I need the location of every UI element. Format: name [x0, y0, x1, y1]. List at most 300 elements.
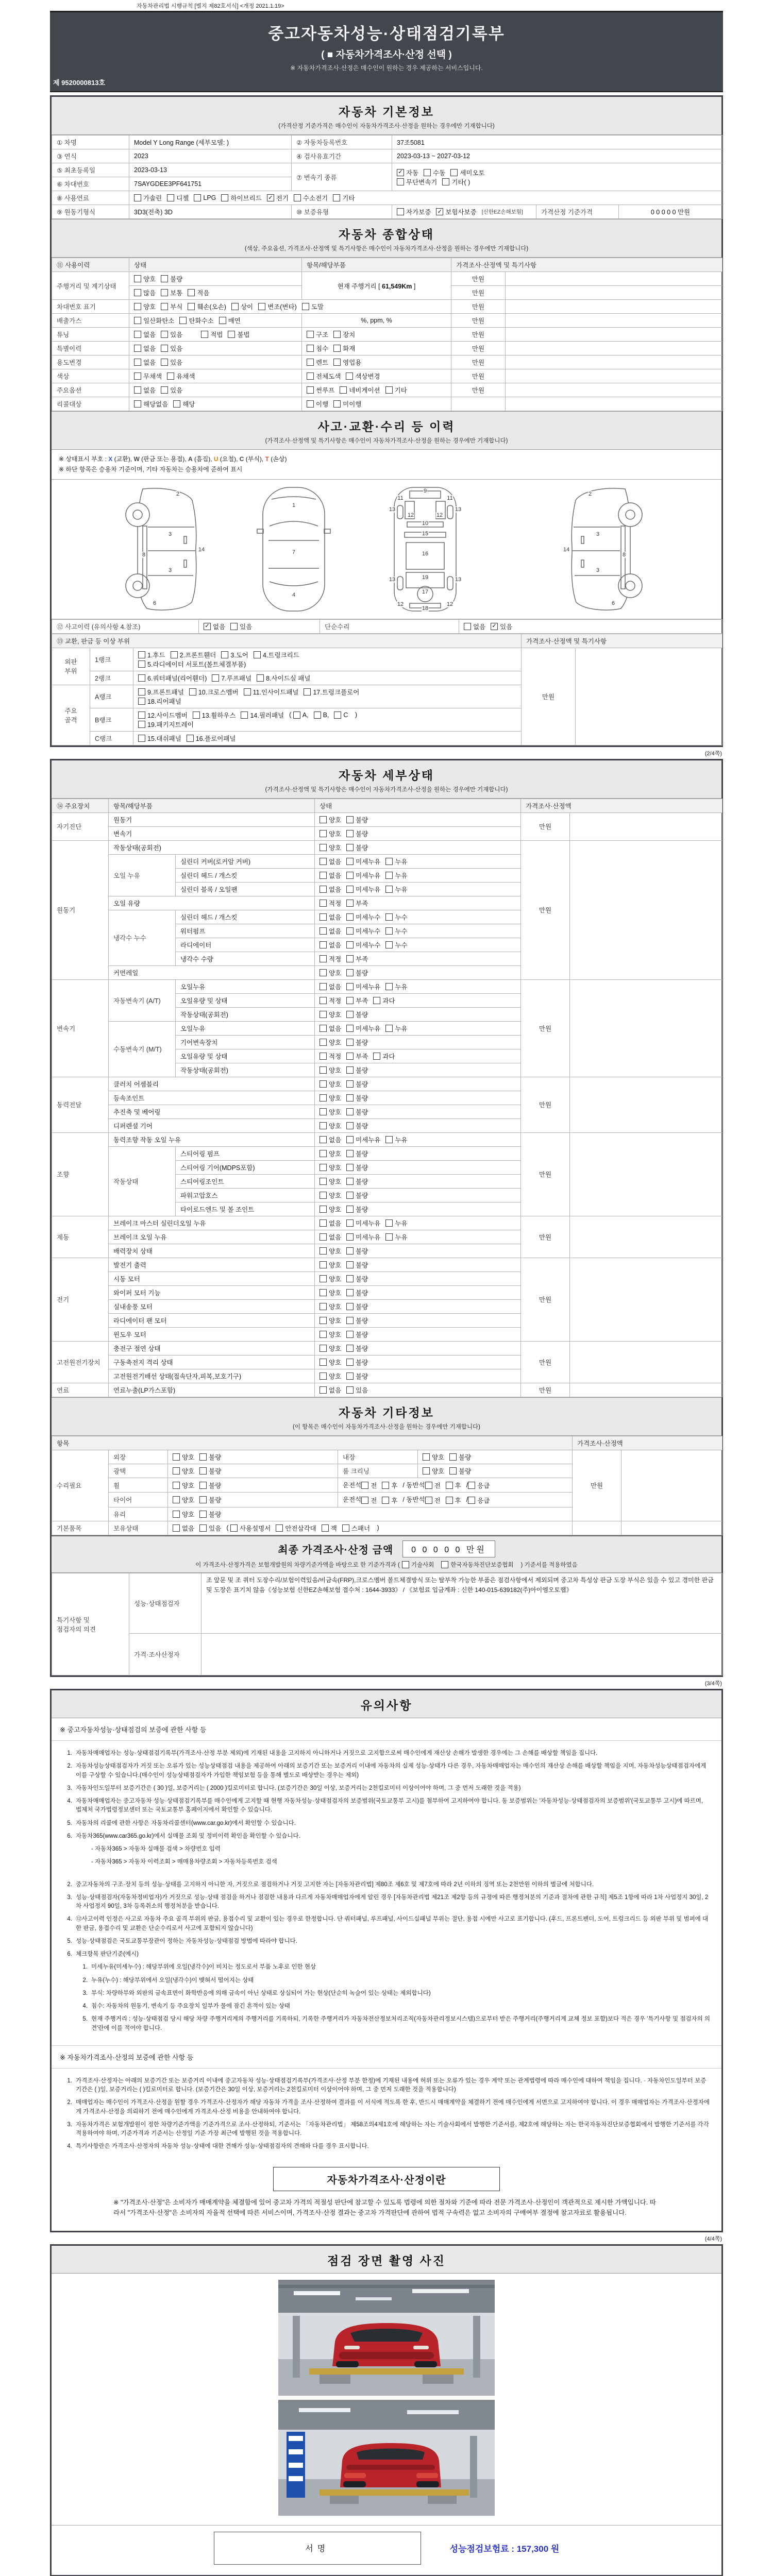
checkbox-unchecked[interactable]: [134, 330, 156, 339]
table-cell: 자동변속기 (A/T): [109, 979, 176, 1021]
checkbox-unchecked[interactable]: [346, 371, 380, 381]
checkbox-unchecked[interactable]: [346, 1010, 368, 1019]
checkbox-unchecked[interactable]: [294, 193, 328, 202]
checkbox-unchecked[interactable]: [340, 385, 380, 395]
checkbox-unchecked[interactable]: [320, 1274, 341, 1283]
checkbox-unchecked[interactable]: [333, 399, 361, 409]
notice-item: 4. 특기사항란은 가격조사·산정자의 자동차 성능·상태에 대한 견해가 성능·상태점검자의 견해와 다를 경우 표시합니다.: [67, 2143, 369, 2150]
checkbox-unchecked[interactable]: [320, 996, 341, 1005]
checkbox-unchecked[interactable]: [346, 996, 368, 1005]
checkbox-unchecked[interactable]: [161, 385, 182, 395]
checkbox-label: 양호: [329, 1247, 342, 1255]
checkbox-unchecked[interactable]: [228, 330, 249, 339]
checkbox-unchecked[interactable]: [346, 1274, 368, 1283]
checkbox-unchecked[interactable]: [230, 1523, 271, 1533]
checkbox-unchecked[interactable]: [257, 673, 310, 683]
checkbox-unchecked[interactable]: [320, 1191, 341, 1200]
checkbox-unchecked[interactable]: [346, 1135, 380, 1144]
table-cell: [168, 1478, 338, 1493]
checkbox-label: 15.대쉬패널: [147, 735, 181, 742]
checkbox-unchecked[interactable]: [423, 1466, 444, 1476]
checkbox-unchecked[interactable]: [173, 1495, 194, 1504]
checkbox-label: 불량: [356, 1066, 368, 1074]
table-cell: 주행거리 및 계기상태: [52, 272, 129, 300]
table-cell: [315, 1244, 521, 1258]
checkbox-unchecked[interactable]: [385, 857, 407, 866]
checkbox-unchecked[interactable]: [425, 1481, 441, 1490]
checkbox-unchecked[interactable]: [333, 358, 361, 367]
checkbox-unchecked[interactable]: [187, 734, 236, 743]
checkbox-unchecked[interactable]: [221, 193, 261, 202]
checkbox-unchecked[interactable]: [346, 1121, 368, 1130]
checkbox-unchecked[interactable]: [320, 982, 341, 991]
checkbox-unchecked[interactable]: [320, 1135, 341, 1144]
checkbox-unchecked[interactable]: [320, 954, 341, 963]
document-subtitle: ( ■ 자동차가격조사·산정 선택 ): [321, 49, 452, 60]
checkbox-unchecked[interactable]: [221, 650, 248, 659]
checkbox-unchecked[interactable]: [464, 622, 485, 631]
panel-number: 10: [422, 520, 429, 527]
checkbox-unchecked[interactable]: [320, 857, 341, 866]
table-cell: [315, 1285, 521, 1299]
checkbox-unchecked[interactable]: [199, 1481, 221, 1490]
checkbox-unchecked[interactable]: [320, 940, 341, 950]
checkbox-unchecked[interactable]: [293, 711, 309, 719]
checkbox-unchecked[interactable]: [385, 871, 407, 880]
checkbox-unchecked[interactable]: [320, 1052, 341, 1061]
table-cell: [315, 1383, 521, 1397]
checkbox-unchecked[interactable]: [346, 815, 368, 824]
column-header: 항목: [52, 1436, 573, 1450]
checkbox-label: 불량: [356, 1247, 368, 1255]
checkbox-unchecked[interactable]: [346, 857, 380, 866]
checkbox-unchecked[interactable]: [346, 912, 380, 922]
checkbox-unchecked[interactable]: [346, 1205, 368, 1214]
document-number: 제 9520000813호: [53, 79, 106, 87]
checkbox-unchecked[interactable]: [385, 885, 407, 894]
checkbox-unchecked[interactable]: [134, 358, 156, 367]
checkbox-unchecked[interactable]: [346, 1246, 368, 1256]
inspection-photo-front: [278, 2280, 495, 2396]
checkbox-unchecked[interactable]: [441, 1561, 513, 1569]
checkbox-unchecked[interactable]: [346, 899, 368, 908]
checkbox-unchecked[interactable]: [397, 177, 437, 187]
checkbox-unchecked[interactable]: [138, 697, 181, 706]
checkbox-unchecked[interactable]: [320, 1316, 341, 1325]
checkbox-label: 이행: [316, 401, 329, 408]
checkbox-unchecked[interactable]: [468, 1496, 490, 1505]
checkbox-unchecked[interactable]: [161, 358, 182, 367]
checkbox-unchecked[interactable]: [424, 168, 445, 177]
checkbox-label: 한국자동차진단보증협회: [450, 1562, 514, 1569]
table-cell: 작동상태(공회전): [109, 840, 315, 854]
table-cell: A랭크: [90, 685, 133, 708]
checkbox-unchecked[interactable]: [138, 720, 194, 729]
column-header: 가격조사·산정액 및 특기사항: [522, 634, 722, 648]
checkbox-unchecked[interactable]: [320, 871, 341, 880]
checkbox-unchecked[interactable]: [320, 1107, 341, 1116]
checkbox-unchecked[interactable]: [333, 330, 355, 339]
checkbox-unchecked[interactable]: [346, 940, 380, 950]
table-cell: [315, 1035, 521, 1049]
panel-number: 13: [389, 506, 396, 513]
checkbox-label: 불량: [459, 1453, 472, 1461]
checkbox-unchecked[interactable]: [346, 1288, 368, 1297]
checkbox-unchecked[interactable]: [446, 1481, 461, 1490]
checkbox-unchecked[interactable]: [167, 193, 189, 202]
checkbox-unchecked[interactable]: [134, 193, 162, 202]
checkbox-unchecked[interactable]: [134, 274, 156, 283]
checkbox-unchecked[interactable]: [134, 385, 156, 395]
checkbox-unchecked[interactable]: [333, 193, 355, 202]
table-cell: [315, 1202, 521, 1216]
checkbox-unchecked[interactable]: [134, 316, 174, 325]
checkbox-unchecked[interactable]: [320, 912, 341, 922]
checkbox-unchecked[interactable]: [320, 1232, 341, 1242]
checkbox-unchecked[interactable]: [320, 1385, 341, 1395]
checkbox-unchecked[interactable]: [320, 1246, 341, 1256]
checkbox-unchecked[interactable]: [320, 1079, 341, 1089]
checkbox-unchecked[interactable]: [346, 885, 380, 894]
checkbox-unchecked[interactable]: [334, 711, 348, 719]
final-price-band: [52, 1535, 721, 1573]
table-cell: [315, 1077, 521, 1091]
notice-item: 2. 중고자동차의 구조·장치 등의 성능·상태를 고지하지 아니한 자, 거짓으로 점검하거나 거짓 고지한 자는 [자동차관리법] 제80조 제6호 및 제7호에 따라 2년 이하의 징역 또는 2천만원 이하의 벌금에 처합니다.: [67, 1881, 594, 1888]
table-cell: [315, 1007, 521, 1021]
checkbox-unchecked[interactable]: [320, 926, 341, 936]
checkbox-unchecked[interactable]: [449, 1452, 471, 1462]
checkbox-unchecked[interactable]: [382, 1496, 397, 1505]
checkbox-unchecked[interactable]: [307, 399, 328, 409]
checkbox-unchecked[interactable]: [423, 1452, 444, 1462]
checkbox-unchecked[interactable]: [320, 1205, 341, 1214]
checkbox-label: 누유: [395, 886, 408, 893]
checkbox-unchecked[interactable]: [320, 1302, 341, 1311]
checkbox-unchecked[interactable]: [171, 650, 216, 659]
checkbox-unchecked[interactable]: [134, 288, 156, 297]
checkbox-unchecked[interactable]: [320, 1288, 341, 1297]
checkbox-unchecked[interactable]: [346, 1385, 368, 1395]
checkbox-unchecked[interactable]: [231, 302, 253, 311]
checkbox-unchecked[interactable]: [161, 344, 182, 353]
checkbox-unchecked[interactable]: [302, 302, 324, 311]
checkbox-unchecked[interactable]: [258, 302, 297, 311]
checkbox-unchecked[interactable]: [320, 1358, 341, 1367]
checkbox-unchecked[interactable]: [346, 926, 380, 936]
panel-number: 11: [447, 495, 453, 501]
checkbox-unchecked[interactable]: [161, 302, 182, 311]
checkbox-label: 없음: [213, 623, 226, 631]
table-cell: [199, 619, 320, 633]
checkbox-unchecked[interactable]: [385, 1135, 407, 1144]
checkbox-unchecked[interactable]: [346, 1302, 368, 1311]
checkbox-unchecked[interactable]: [320, 843, 341, 852]
checkbox-unchecked[interactable]: [188, 302, 226, 311]
checkbox-unchecked[interactable]: [346, 1149, 368, 1158]
page-marker-2: (2/4쪽): [704, 750, 722, 757]
checkbox-unchecked[interactable]: [307, 344, 328, 353]
checkbox-unchecked[interactable]: [346, 1024, 380, 1033]
checkbox-unchecked[interactable]: [230, 622, 252, 631]
checkbox-unchecked[interactable]: [307, 330, 328, 339]
table-cell: 브레이크 마스터 실린더오일 누유: [109, 1216, 315, 1230]
checkbox-unchecked[interactable]: [346, 1107, 368, 1116]
checkbox-unchecked[interactable]: [346, 968, 368, 977]
checkbox-unchecked[interactable]: [373, 1052, 395, 1061]
table-cell: [315, 1188, 521, 1202]
notice-item: 5. 자동차의 리콜에 관한 사항은 자동차리콜센터(www.car.go.kr)에서 확인할 수 있습니다.: [67, 1820, 296, 1826]
checkbox-checked[interactable]: ✓ 없음: [204, 622, 225, 631]
comprehensive-note: (색상, 주요옵션, 가격조사·산정액 및 특기사항은 매수인이 자동차가격조사·산정을 원하는 경우에만 기재합니다): [244, 246, 529, 252]
checkbox-unchecked[interactable]: [199, 1495, 221, 1504]
checkbox-unchecked[interactable]: [173, 1481, 194, 1490]
checkbox-unchecked[interactable]: [346, 1177, 368, 1186]
checkbox-label: 불량: [356, 1192, 368, 1199]
checkbox-unchecked[interactable]: [385, 1232, 407, 1242]
checkbox-label: 전: [371, 1482, 377, 1490]
checkbox-unchecked[interactable]: [346, 982, 380, 991]
table-cell: 발전기 출력: [109, 1258, 315, 1272]
checkbox-unchecked[interactable]: [173, 1510, 194, 1519]
checkbox-unchecked[interactable]: [346, 1191, 368, 1200]
table-cell: [506, 272, 722, 286]
checkbox-unchecked[interactable]: [320, 815, 341, 824]
checkbox-unchecked[interactable]: [134, 344, 156, 353]
notice-intro-2: ※ 자동차가격조사·산정의 보증에 관한 사항 등: [52, 2045, 721, 2069]
checkbox-label: 영업용: [343, 359, 362, 366]
checkbox-unchecked[interactable]: [361, 1496, 377, 1505]
table-cell: 색상: [52, 369, 129, 383]
checkbox-unchecked[interactable]: [333, 344, 355, 353]
checkbox-unchecked[interactable]: [346, 1344, 368, 1353]
checkbox-label: 양호: [182, 1511, 195, 1519]
table-cell: [315, 979, 521, 993]
checkbox-label: 양호: [329, 1345, 342, 1352]
checkbox-unchecked[interactable]: [138, 687, 184, 697]
checkbox-unchecked[interactable]: [450, 168, 484, 177]
checkbox-unchecked[interactable]: [320, 1038, 341, 1047]
checkbox-unchecked[interactable]: [449, 1466, 471, 1476]
checkbox-label: 잭: [330, 1525, 337, 1533]
checkbox-unchecked[interactable]: [320, 1260, 341, 1269]
checkbox-unchecked[interactable]: [244, 687, 299, 697]
checkbox-unchecked[interactable]: [320, 1330, 341, 1339]
table-cell: 특별이력: [52, 342, 129, 355]
checkbox-unchecked[interactable]: [346, 1093, 368, 1103]
checkbox-unchecked[interactable]: [161, 330, 182, 339]
checkbox-checked[interactable]: ✓ 자동: [397, 168, 418, 177]
checkbox-unchecked[interactable]: [385, 982, 407, 991]
checkbox-unchecked[interactable]: [304, 687, 359, 697]
checkbox-label: 장치: [343, 331, 356, 338]
checkbox-unchecked[interactable]: [322, 1523, 337, 1533]
checkbox-unchecked[interactable]: [346, 954, 368, 963]
checkbox-unchecked[interactable]: [425, 1496, 441, 1505]
table-cell: 유리: [109, 1507, 168, 1521]
checkbox-unchecked[interactable]: [161, 288, 182, 297]
checkbox-unchecked[interactable]: [199, 1523, 221, 1533]
checkbox-unchecked[interactable]: [173, 1466, 194, 1476]
document: [50, 0, 723, 2576]
column-header: 가격조사·산정액: [573, 1436, 722, 1450]
checkbox-label: 보험사보증: [445, 209, 477, 216]
basic-info-header: [52, 97, 721, 135]
checkbox-unchecked[interactable]: [346, 843, 368, 852]
checkbox-unchecked[interactable]: [254, 650, 299, 659]
checkbox-unchecked[interactable]: [201, 330, 223, 339]
checkbox-unchecked[interactable]: [346, 1052, 368, 1061]
table-cell: 오일누유: [176, 979, 315, 993]
checkbox-unchecked[interactable]: [346, 1065, 368, 1075]
checkbox-unchecked[interactable]: [320, 1371, 341, 1381]
checkbox-unchecked[interactable]: [346, 1079, 368, 1089]
section-box-1: [50, 95, 723, 747]
checkbox-label: 불량: [356, 1289, 368, 1297]
checkbox-unchecked[interactable]: [219, 316, 241, 325]
table-cell: 만원: [451, 342, 506, 355]
checkbox-checked[interactable]: ✓ 전기: [267, 193, 289, 202]
table-cell: [129, 286, 302, 300]
checkbox-unchecked[interactable]: [320, 1010, 341, 1019]
checkbox-label: 양호: [329, 1303, 342, 1311]
checkbox-unchecked[interactable]: [346, 1358, 368, 1367]
checkbox-unchecked[interactable]: [188, 288, 209, 297]
checkbox-unchecked[interactable]: [342, 1523, 370, 1533]
checkbox-unchecked[interactable]: [320, 1065, 341, 1075]
checkbox-unchecked[interactable]: [446, 1496, 461, 1505]
checkbox-unchecked[interactable]: [320, 885, 341, 894]
checkbox-unchecked[interactable]: [199, 1466, 221, 1476]
table-cell: [133, 648, 522, 671]
checkbox-unchecked[interactable]: [397, 207, 431, 216]
checkbox-unchecked[interactable]: [385, 926, 407, 936]
signature-field[interactable]: 서명: [214, 2532, 421, 2565]
checkbox-unchecked[interactable]: [320, 1121, 341, 1130]
table-cell: 가격산정 기준가격: [536, 205, 619, 219]
checkbox-unchecked[interactable]: [276, 1523, 316, 1533]
checkbox-unchecked[interactable]: [346, 1316, 368, 1325]
checkbox-label: 전체도색: [316, 373, 341, 380]
table-cell: [570, 1341, 722, 1383]
checkbox-unchecked[interactable]: [320, 1093, 341, 1103]
checkbox-unchecked[interactable]: [241, 710, 284, 720]
checkbox-unchecked[interactable]: [307, 358, 328, 367]
table-cell: [315, 1118, 521, 1132]
table-cell: 작동상태: [109, 1146, 176, 1216]
checkbox-checked[interactable]: ✓ 있음: [491, 622, 512, 631]
table-cell: 7SAYGDEE3PF641751: [129, 177, 292, 191]
table-cell: 만원: [521, 840, 570, 979]
table-cell: [315, 896, 521, 910]
checkbox-unchecked[interactable]: [385, 385, 407, 395]
checkbox-unchecked[interactable]: [320, 968, 341, 977]
checkbox-unchecked[interactable]: [179, 316, 213, 325]
checkbox-unchecked[interactable]: [138, 734, 181, 743]
checkbox-label: 없음: [143, 387, 156, 394]
checkbox-unchecked[interactable]: [320, 1218, 341, 1228]
checkbox-unchecked[interactable]: [385, 1218, 407, 1228]
checkbox-label: 8.사이드실 패널: [266, 674, 311, 682]
checkbox-unchecked[interactable]: [346, 1330, 368, 1339]
checkbox-unchecked[interactable]: [138, 650, 165, 659]
checkbox-unchecked[interactable]: [138, 710, 188, 720]
checkbox-unchecked[interactable]: [194, 194, 216, 201]
checkbox-unchecked[interactable]: [382, 1481, 397, 1490]
checkbox-unchecked[interactable]: [442, 177, 470, 187]
checkbox-unchecked[interactable]: [173, 1523, 194, 1533]
checkbox-unchecked[interactable]: [320, 899, 341, 908]
checkbox-unchecked[interactable]: [134, 302, 156, 311]
checkbox-unchecked[interactable]: [346, 1232, 380, 1242]
checkbox-unchecked[interactable]: [346, 1260, 368, 1269]
checkbox-unchecked[interactable]: [307, 385, 334, 395]
document-title: 중고자동차성능·상태점검기록부: [268, 25, 505, 43]
checkbox-unchecked[interactable]: [346, 1218, 380, 1228]
checkbox-unchecked[interactable]: [173, 1452, 194, 1462]
checkbox-unchecked[interactable]: [173, 399, 195, 409]
checkbox-unchecked[interactable]: [189, 687, 239, 697]
checkbox-unchecked[interactable]: [346, 871, 380, 880]
comprehensive-title: 자동차 종합상태: [339, 228, 434, 241]
checkbox-unchecked[interactable]: [320, 1149, 341, 1158]
checkbox-unchecked[interactable]: [138, 673, 207, 683]
checkbox-unchecked[interactable]: [161, 274, 182, 283]
checkbox-unchecked[interactable]: [385, 940, 407, 950]
checkbox-unchecked[interactable]: [307, 371, 341, 381]
checkbox-unchecked[interactable]: [320, 1163, 341, 1172]
checkbox-unchecked[interactable]: [385, 1024, 407, 1033]
checkbox-unchecked[interactable]: [134, 371, 162, 381]
checkbox-label: 누수: [395, 913, 408, 921]
checkbox-label: 양호: [329, 1122, 342, 1130]
checkbox-unchecked[interactable]: [199, 1452, 221, 1462]
checkbox-label: 수소전기: [303, 195, 328, 202]
checkbox-unchecked[interactable]: [193, 710, 236, 720]
checkbox-unchecked[interactable]: [212, 673, 251, 683]
checkbox-label: 불량: [356, 969, 368, 977]
checkbox-unchecked[interactable]: [361, 1481, 377, 1490]
checkbox-unchecked[interactable]: [320, 829, 341, 838]
checkbox-label: 불량: [356, 1372, 368, 1380]
checkbox-unchecked[interactable]: [167, 371, 195, 381]
checkbox-label: 세미오토: [460, 169, 485, 177]
checkbox-label: 없음: [329, 886, 342, 893]
checkbox-unchecked[interactable]: [134, 399, 168, 409]
checkbox-unchecked[interactable]: [468, 1481, 490, 1490]
checkbox-unchecked[interactable]: [138, 659, 246, 669]
checkbox-unchecked[interactable]: [199, 1510, 221, 1519]
table-cell: 실린더 커버(로커암 커버): [176, 854, 315, 868]
checkbox-unchecked[interactable]: [373, 996, 395, 1005]
checkbox-unchecked[interactable]: [320, 1177, 341, 1186]
checkbox-unchecked[interactable]: [320, 1344, 341, 1353]
checkbox-unchecked[interactable]: [346, 829, 368, 838]
checkbox-unchecked[interactable]: [402, 1561, 434, 1569]
checkbox-unchecked[interactable]: [314, 711, 329, 719]
table-cell: ③ 연식: [52, 149, 129, 163]
checkbox-unchecked[interactable]: [346, 1163, 368, 1172]
checkbox-unchecked[interactable]: [346, 1038, 368, 1047]
table-cell: 타이어: [109, 1493, 168, 1507]
checkbox-checked[interactable]: ✓ 보험사보증: [436, 207, 476, 216]
table-cell: [570, 1258, 722, 1341]
price-survey-definition-title: 자동차가격조사·산정이란: [273, 2167, 500, 2191]
checkbox-unchecked[interactable]: [320, 1024, 341, 1033]
checkbox-unchecked[interactable]: [385, 912, 407, 922]
table-cell: 만원: [521, 1132, 570, 1216]
table-cell: [129, 369, 302, 383]
checkbox-unchecked[interactable]: [346, 1371, 368, 1381]
